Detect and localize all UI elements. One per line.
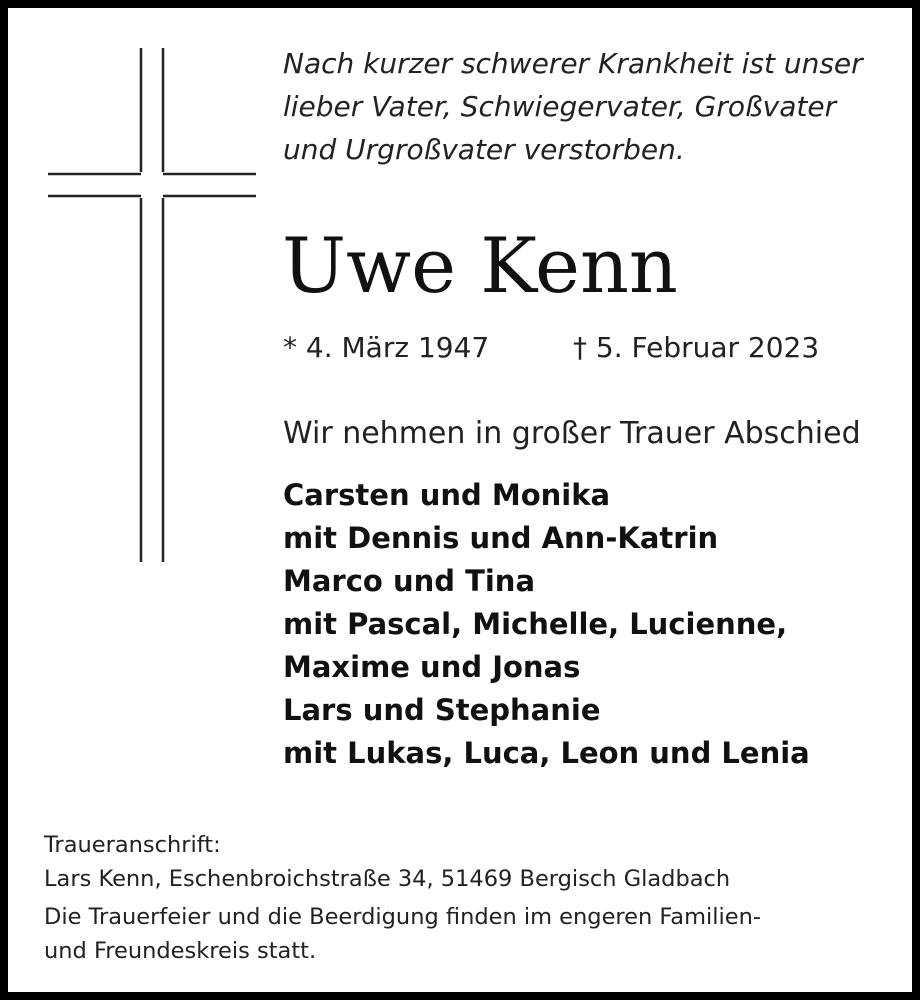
address-label: Traueranschrift: — [44, 832, 221, 858]
family-list — [283, 474, 810, 775]
notice-line: und Freundeskreis statt. — [44, 938, 317, 964]
address-text: Lars Kenn, Eschenbroichstraße 34, 51469 Bergisch Gladbach — [44, 866, 731, 892]
footer — [44, 828, 904, 968]
family-line: Lars und Stephanie — [283, 693, 601, 727]
family-line: Carsten und Monika — [283, 478, 611, 512]
family-line: Marco und Tina — [283, 564, 536, 598]
family-line: Maxime und Jonas — [283, 650, 581, 684]
intro-line: lieber Vater, Schwiegervater, Großvater — [283, 90, 837, 123]
intro-text — [283, 42, 903, 171]
notice-line: Die Trauerfeier und die Beerdigung finden im engeren Familien- — [44, 904, 761, 930]
life-dates — [283, 328, 820, 368]
intro-line: Nach kurzer schwerer Krankheit ist unser — [283, 47, 863, 80]
intro-line: und Urgroßvater verstorben. — [283, 133, 685, 166]
deceased-name: Uwe Kenn — [282, 221, 678, 310]
family-line: mit Dennis und Ann-Katrin — [283, 521, 719, 555]
family-line: mit Lukas, Luca, Leon und Lenia — [283, 736, 810, 770]
birth-date: * 4. März 1947 — [283, 331, 490, 364]
farewell-text: Wir nehmen in großer Trauer Abschied — [283, 416, 861, 451]
funeral-notice — [44, 900, 904, 968]
death-date: † 5. Februar 2023 — [573, 331, 820, 364]
family-line: mit Pascal, Michelle, Lucienne, — [283, 607, 788, 641]
cross-icon — [46, 46, 258, 564]
mourning-address — [44, 828, 904, 896]
